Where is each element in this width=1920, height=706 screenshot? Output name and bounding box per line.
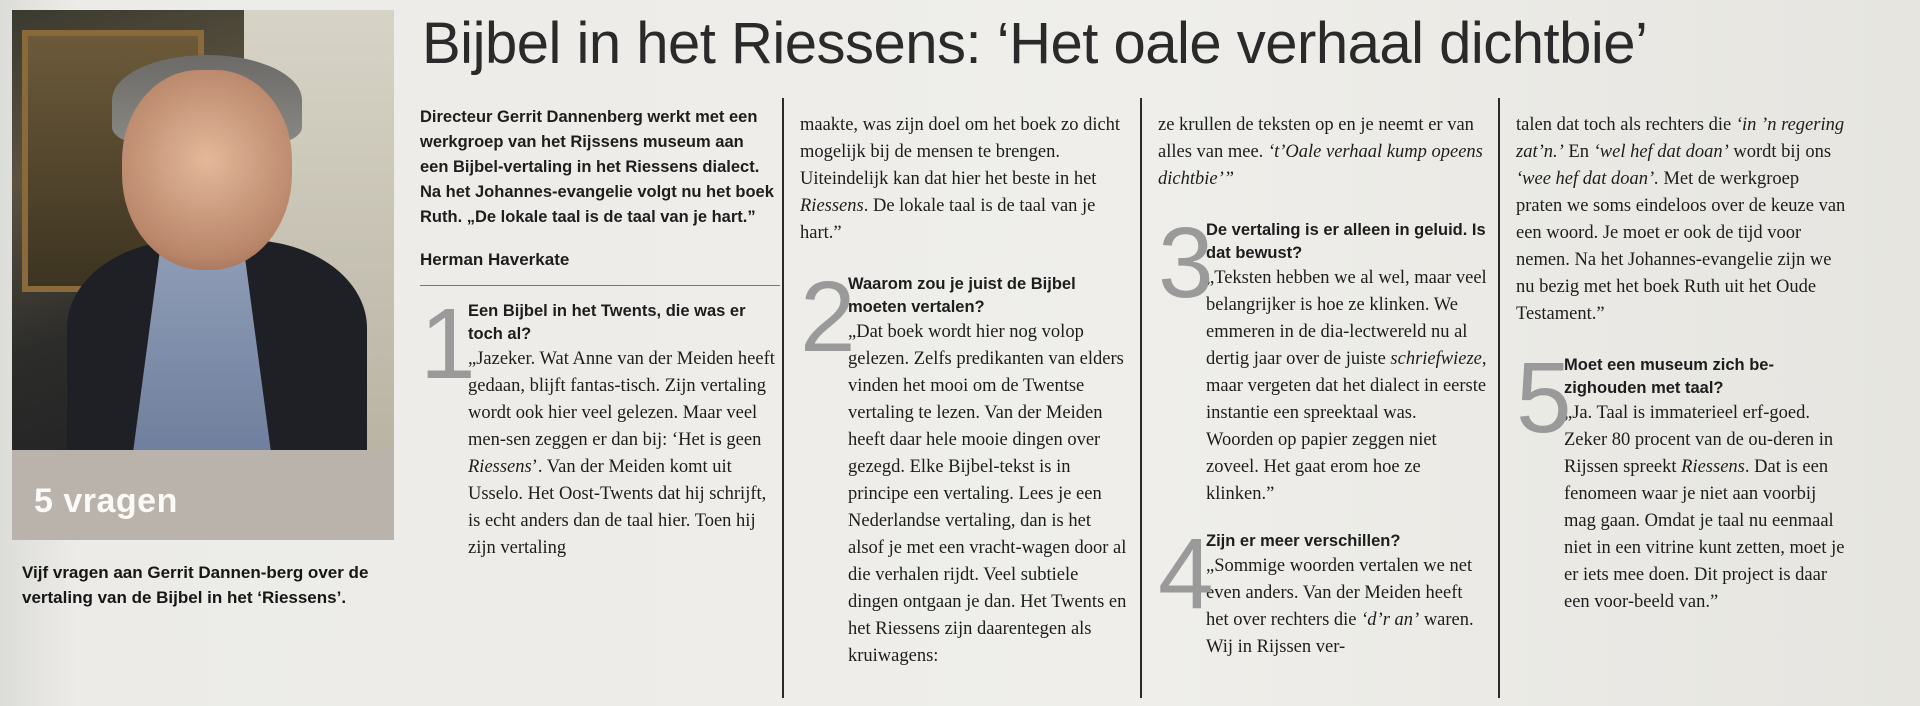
- answer-part: talen dat toch als rechters die: [1516, 115, 1732, 135]
- answer-part: „Ja. Taal is immaterieel erf-goed. Zeker 80 procent van de ou-deren in Rijssen spreekt: [1564, 403, 1834, 477]
- question-heading: Moet een museum zich be-zighouden met taal?: [1564, 356, 1774, 397]
- question-block-3: [1158, 207, 1488, 508]
- column-divider: [1498, 98, 1500, 698]
- question-number: 1: [420, 288, 476, 400]
- column-divider: [1140, 98, 1142, 698]
- photo-face: [122, 70, 292, 270]
- answer-part: waren. Wij in Rijssen ver-: [1206, 610, 1474, 657]
- question-block-2: [800, 261, 1130, 670]
- answer-part: „Jazeker. Wat Anne van der Meiden heeft gedaan, blijft fantas-tisch. Zijn vertaling wordt ook hier veel gelezen. Maar veel men-sen zeggen er dan bij: ‘Het is geen: [468, 349, 775, 450]
- answer-emphasis: Riessens: [468, 457, 532, 477]
- column-1: [420, 105, 775, 562]
- article-intro: Directeur Gerrit Dannenberg werkt met een werkgroep van het Rijssens museum aan een Bijbel-vertaling in het Riessens dialect. Na het Johannes-evangelie volgt nu het boek Ruth. „De lokale taal is de taal van je hart.”: [420, 108, 774, 226]
- answer-part: „Sommige woorden vertalen we net even anders. Van der Meiden heeft het over rechters die: [1206, 556, 1473, 630]
- answer-emphasis: ‘d’r an’: [1361, 610, 1420, 630]
- question-number: 3: [1158, 207, 1214, 319]
- answer-emphasis: ‘t’Oale verhaal kump opeens dichtbie’”: [1158, 142, 1483, 189]
- question-number: 5: [1516, 342, 1572, 454]
- byline: Herman Haverkate: [420, 246, 780, 286]
- answer-emphasis: Riessens: [800, 196, 864, 216]
- column-4: [1516, 112, 1846, 616]
- series-banner: [12, 450, 394, 540]
- answer-part: wordt bij ons: [1733, 142, 1832, 162]
- answer-continued: [1516, 112, 1846, 328]
- answer-part: maakte, was zijn doel om het boek zo dicht mogelijk bij de mensen te brengen. Uiteindelijk kan dat hier het beste in het: [800, 115, 1121, 189]
- answer-part: Met de werkgroep praten we soms eindeloos over de keuze van een woord. Je moet er ook de tijd voor nemen. Na het Johannes-evangelie zijn we nu bezig met het boek Ruth uit het Oude Testament.”: [1516, 169, 1846, 324]
- answer-text: „Dat boek wordt hier nog volop gelezen. Zelfs predikanten van elders vinden het mooi om de Twentse vertaling te lezen. Van der Meiden heeft daar hele mooie dingen over gezegd. Elke Bijbel-tekst is in principe een vertaling. Lees je een Nederlandse vertaling, dan is het alsof je met een vracht-wagen door al die verhalen rijdt. Veel subtiele dingen ontgaan je dan. Het Twents en het Riessens zijn daarentegen als kruiwagens:: [848, 322, 1127, 666]
- question-block-5: [1516, 342, 1846, 616]
- column-3: [1158, 112, 1488, 661]
- question-heading: Een Bijbel in het Twents, die was er toch al?: [468, 302, 746, 343]
- question-heading: Zijn er meer verschillen?: [1206, 532, 1401, 550]
- answer-emphasis: schriefwieze: [1390, 349, 1482, 369]
- answer-part: . De lokale taal is de taal van je hart.”: [800, 196, 1096, 243]
- question-block-4: [1158, 518, 1488, 661]
- answer-part: . Dat is een fenomeen waar je niet aan voorbij mag gaan. Omdat je taal nu eenmaal niet in een vitrine kunt zetten, moet je er iets mee doen. Dit project is daar een voor-beeld van.”: [1564, 457, 1845, 612]
- question-number: 2: [800, 261, 856, 373]
- question-block-1: [420, 288, 775, 562]
- answer-part: En: [1568, 142, 1589, 162]
- answer-emphasis: ‘wee hef dat doan’.: [1516, 169, 1659, 189]
- answer-part: ’. Van der Meiden komt uit Usselo. Het Oost-Twents dat hij schrijft, is echt anders dan de taal hier. Toen hij zijn vertaling: [468, 457, 767, 558]
- answer-emphasis: ‘wel hef dat doan’: [1593, 142, 1729, 162]
- question-heading: De vertaling is er alleen in geluid. Is dat bewust?: [1206, 221, 1486, 262]
- question-heading: Waarom zou je juist de Bijbel moeten vertalen?: [848, 275, 1076, 316]
- answer-emphasis: ‘in ’n regering zat’n.’: [1516, 115, 1845, 162]
- question-number: 4: [1158, 518, 1214, 630]
- answer-continued: [800, 112, 1130, 247]
- article-headline: Bijbel in het Riessens: ‘Het oale verhaal dichtbie’: [422, 11, 1648, 76]
- answer-continued: [1158, 112, 1488, 193]
- answer-part: „Teksten hebben we al wel, maar veel belangrijker is hoe ze klinken. We emmeren in de dia-lectwereld nu al dertig jaar over de juiste: [1206, 268, 1487, 369]
- column-divider: [782, 98, 784, 698]
- column-2: [800, 112, 1130, 670]
- sidebar-caption: Vijf vragen aan Gerrit Dannen-berg over de vertaling van de Bijbel in het ‘Riessens’.: [22, 563, 369, 607]
- banner-label: 5 vragen: [34, 482, 178, 520]
- portrait-photo: [12, 10, 394, 450]
- answer-emphasis: Riessens: [1681, 457, 1745, 477]
- answer-part: ze krullen de teksten op en je neemt er van alles van mee.: [1158, 115, 1474, 162]
- answer-part: , maar vergeten dat het dialect in eerste instantie een spreektaal was. Woorden op papier zeggen niet zoveel. Het gaat erom hoe ze klinken.”: [1206, 349, 1487, 504]
